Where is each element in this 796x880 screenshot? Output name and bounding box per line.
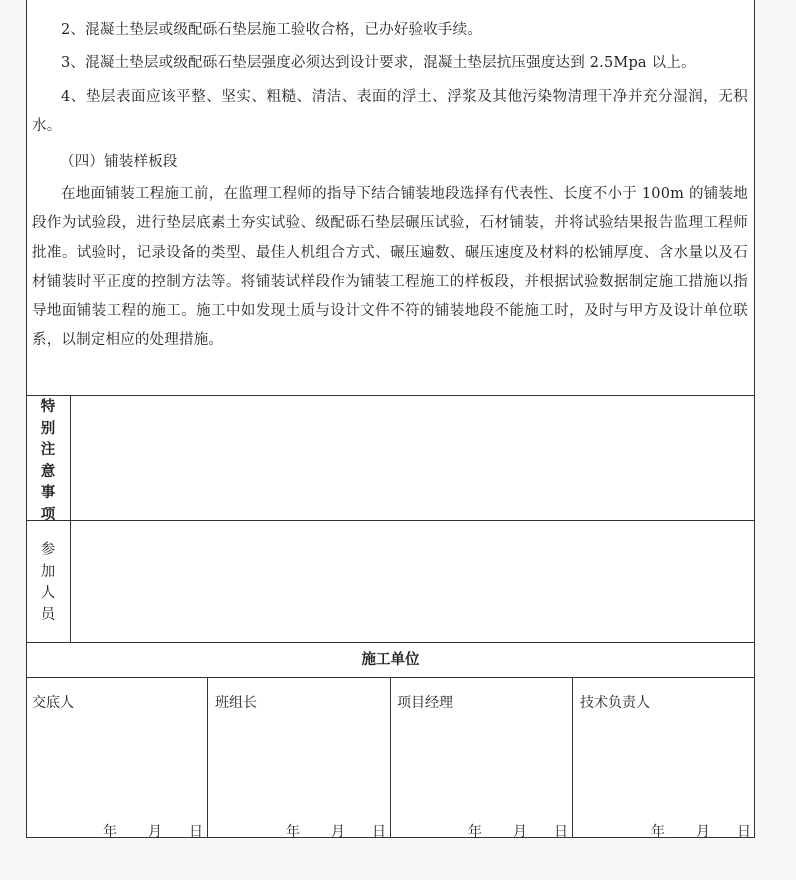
- date-month: 月: [696, 824, 710, 840]
- section-heading: （四）铺装样板段: [60, 154, 178, 170]
- column-divider: [390, 677, 391, 838]
- date-day: 日: [554, 824, 568, 840]
- date-line: [468, 821, 568, 841]
- date-day: 日: [189, 824, 203, 840]
- date-line: [286, 821, 386, 841]
- date-line: [103, 821, 203, 841]
- paragraph-sample-section: 在地面铺装工程施工前，在监理工程师的指导下结合铺装地段选择有代表性、长度不小于 100m 的铺装地段作为试验段，进行垫层底素土夯实试验、级配砾石垫层碾压试验，石材铺装，并将试验结果报告监理工程师批准。试验时，记录设备的类型、最佳人机组合方式、碾压遍数、碾压速度及材料的松铺厚度、含水量以及石材铺装时平正度的控制方法等。将铺装试样段作为铺装工程施工的样板段，并根据试验数据制定施工措施以指导地面铺装工程的施工。施工中如发现土质与设计文件不符的铺装地段不能施工时，及时与甲方及设计单位联系，以制定相应的处理措施。: [32, 186, 748, 349]
- date-day: 日: [372, 824, 386, 840]
- signer-label-discloser: 交底人: [32, 695, 74, 711]
- participants-field[interactable]: [71, 521, 754, 642]
- participants-label: 参 加 人 员: [40, 542, 56, 623]
- date-month: 月: [148, 824, 162, 840]
- special-notes-field[interactable]: [71, 396, 754, 520]
- date-line: [651, 821, 751, 841]
- column-divider: [572, 677, 573, 838]
- date-year: 年: [286, 824, 300, 840]
- date-day: 日: [737, 824, 751, 840]
- date-month: 月: [331, 824, 345, 840]
- column-divider: [207, 677, 208, 838]
- construction-unit-header: 施工单位: [361, 651, 420, 668]
- signer-label-team-leader: 班组长: [215, 695, 257, 711]
- signer-label-project-manager: 项目经理: [397, 695, 453, 711]
- special-notes-label: 特 别 注 意 事 项: [40, 398, 56, 523]
- paragraph-3: 3、混凝土垫层或级配砾石垫层强度必须达到设计要求，混凝土垫层抗压强度达到 2.5Mpa 以上。: [61, 55, 696, 71]
- signer-label-technical-lead: 技术负责人: [580, 695, 650, 711]
- date-year: 年: [651, 824, 665, 840]
- date-month: 月: [513, 824, 527, 840]
- paragraph-4: 4、垫层表面应该平整、坚实、粗糙、清洁、表面的浮土、浮浆及其他污染物清理干净并充分湿润，无积水。: [32, 89, 748, 135]
- date-year: 年: [468, 824, 482, 840]
- date-year: 年: [103, 824, 117, 840]
- paragraph-2: 2、混凝土垫层或级配砾石垫层施工验收合格，已办好验收手续。: [61, 22, 483, 38]
